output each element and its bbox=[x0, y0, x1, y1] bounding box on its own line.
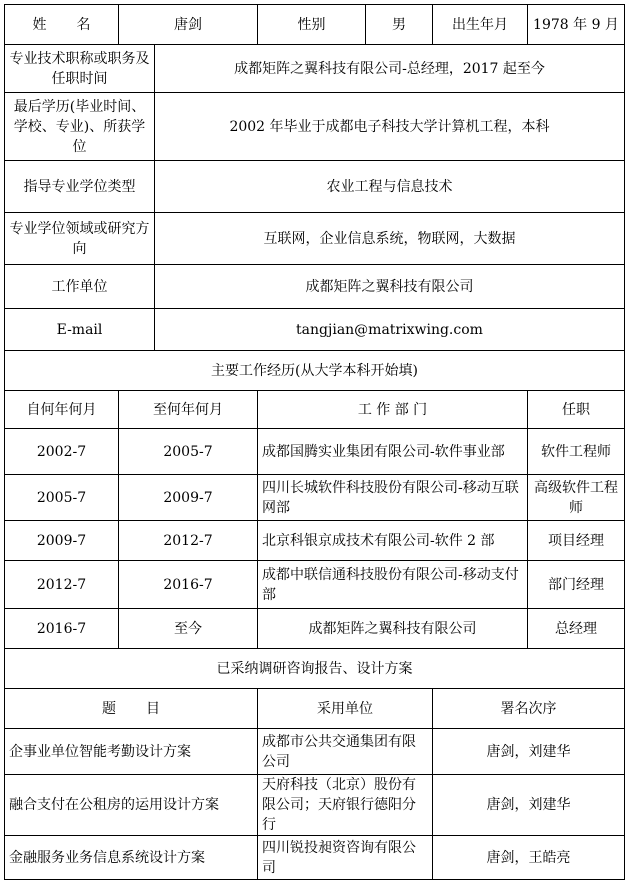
field-value: 互联网，企业信息系统，物联网，大数据 bbox=[155, 213, 625, 265]
report-order: 唐剑，王皓亮 bbox=[433, 836, 625, 880]
work-dept: 北京科银京成技术有限公司-软件 2 部 bbox=[258, 521, 528, 561]
work-header-to: 至何年何月 bbox=[119, 391, 258, 429]
report-order: 唐剑，刘建华 bbox=[433, 729, 625, 775]
table-row bbox=[5, 729, 625, 775]
work-from: 2012-7 bbox=[5, 561, 119, 609]
unit-row bbox=[5, 265, 625, 309]
table-row bbox=[5, 609, 625, 649]
report-order: 唐剑，刘建华 bbox=[433, 775, 625, 836]
reports-header-order: 署名次序 bbox=[433, 689, 625, 729]
report-unit: 成都市公共交通集团有限公司 bbox=[258, 729, 433, 775]
work-section-title: 主要工作经历(从大学本科开始填) bbox=[5, 351, 625, 391]
gender-value: 男 bbox=[366, 5, 433, 45]
email-row bbox=[5, 309, 625, 351]
work-role: 高级软件工程师 bbox=[528, 475, 625, 521]
table-row bbox=[5, 775, 625, 836]
work-dept: 成都中联信通科技股份有限公司-移动支付部 bbox=[258, 561, 528, 609]
field-row bbox=[5, 213, 625, 265]
report-unit: 天府科技（北京）股份有限公司；天府银行德阳分行 bbox=[258, 775, 433, 836]
report-topic: 企事业单位智能考勤设计方案 bbox=[5, 729, 258, 775]
table-row bbox=[5, 475, 625, 521]
table-row bbox=[5, 521, 625, 561]
name-value: 唐剑 bbox=[119, 5, 258, 45]
work-role: 总经理 bbox=[528, 609, 625, 649]
resume-table bbox=[4, 4, 625, 880]
table-row bbox=[5, 836, 625, 880]
work-to: 2005-7 bbox=[119, 429, 258, 475]
unit-value: 成都矩阵之翼科技有限公司 bbox=[155, 265, 625, 309]
work-from: 2005-7 bbox=[5, 475, 119, 521]
work-dept: 成都矩阵之翼科技有限公司 bbox=[258, 609, 528, 649]
work-to: 2009-7 bbox=[119, 475, 258, 521]
report-unit: 四川锐投昶资咨询有限公司 bbox=[258, 836, 433, 880]
work-section-row bbox=[5, 351, 625, 391]
education-value: 2002 年毕业于成都电子科技大学计算机工程，本科 bbox=[155, 93, 625, 161]
work-dept: 四川长城软件科技股份有限公司-移动互联网部 bbox=[258, 475, 528, 521]
email-label: E-mail bbox=[5, 309, 155, 351]
work-from: 2016-7 bbox=[5, 609, 119, 649]
work-role: 软件工程师 bbox=[528, 429, 625, 475]
work-header-row bbox=[5, 391, 625, 429]
reports-header-topic: 题 目 bbox=[5, 689, 258, 729]
report-topic: 金融服务业务信息系统设计方案 bbox=[5, 836, 258, 880]
work-header-from: 自何年何月 bbox=[5, 391, 119, 429]
table-row bbox=[5, 561, 625, 609]
work-role: 部门经理 bbox=[528, 561, 625, 609]
reports-section-title: 已采纳调研咨询报告、设计方案 bbox=[5, 649, 625, 689]
work-dept: 成都国腾实业集团有限公司-软件事业部 bbox=[258, 429, 528, 475]
report-topic: 融合支付在公租房的运用设计方案 bbox=[5, 775, 258, 836]
email-value: tangjian@matrixwing.com bbox=[155, 309, 625, 351]
guide-row bbox=[5, 161, 625, 213]
basic-info-row bbox=[5, 5, 625, 45]
gender-label: 性别 bbox=[258, 5, 366, 45]
guide-label: 指导专业学位类型 bbox=[5, 161, 155, 213]
title-label: 专业技术职称或职务及任职时间 bbox=[5, 45, 155, 93]
unit-label: 工作单位 bbox=[5, 265, 155, 309]
work-from: 2002-7 bbox=[5, 429, 119, 475]
reports-section-row bbox=[5, 649, 625, 689]
title-row bbox=[5, 45, 625, 93]
birth-value: 1978 年 9 月 bbox=[528, 5, 625, 45]
work-from: 2009-7 bbox=[5, 521, 119, 561]
work-header-dept: 工 作 部 门 bbox=[258, 391, 528, 429]
birth-label: 出生年月 bbox=[433, 5, 528, 45]
resume-form bbox=[4, 4, 624, 880]
table-row bbox=[5, 429, 625, 475]
work-to: 2016-7 bbox=[119, 561, 258, 609]
reports-header-unit: 采用单位 bbox=[258, 689, 433, 729]
work-to: 2012-7 bbox=[119, 521, 258, 561]
guide-value: 农业工程与信息技术 bbox=[155, 161, 625, 213]
work-role: 项目经理 bbox=[528, 521, 625, 561]
field-label: 专业学位领域或研究方向 bbox=[5, 213, 155, 265]
education-label: 最后学历(毕业时间、学校、专业)、所获学位 bbox=[5, 93, 155, 161]
title-value: 成都矩阵之翼科技有限公司-总经理，2017 起至今 bbox=[155, 45, 625, 93]
education-row bbox=[5, 93, 625, 161]
work-to: 至今 bbox=[119, 609, 258, 649]
work-header-role: 任职 bbox=[528, 391, 625, 429]
reports-header-row bbox=[5, 689, 625, 729]
name-label: 姓 名 bbox=[5, 5, 119, 45]
